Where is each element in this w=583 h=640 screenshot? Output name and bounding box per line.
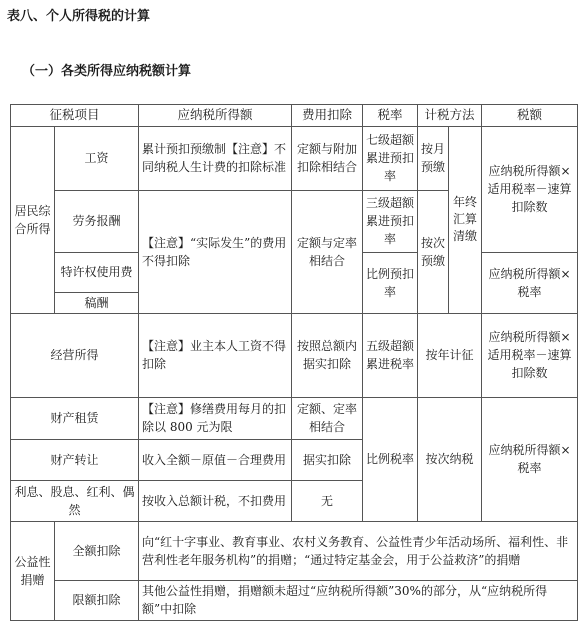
lower-tax: 应纳税所得额×税率 (482, 397, 578, 521)
wage-item: 工资 (55, 126, 139, 190)
interest-income: 按收入总额计税，不扣费用 (139, 480, 292, 521)
header-cell: 计税方法 (418, 105, 482, 127)
transfer-deduction: 据实扣除 (292, 439, 363, 480)
charity-full-label: 全额扣除 (55, 521, 139, 580)
shared-rate: 比例预扣率 (363, 252, 418, 313)
business-tax: 应纳税所得额×适用税率－速算扣除数 (482, 313, 578, 397)
header-cell: 税额 (482, 105, 578, 127)
table-row (11, 397, 578, 439)
wage-income: 累计预扣预缴制【注意】不同纳税人生计费的扣除标准 (139, 126, 292, 190)
royalty-tax: 应纳税所得额×税率 (482, 252, 578, 313)
wage-tax: 应纳税所得额×适用税率－速算扣除数 (482, 126, 578, 252)
business-method: 按年计征 (418, 313, 482, 397)
royalty-item: 特许权使用费 (55, 252, 139, 292)
business-income: 【注意】业主本人工资不得扣除 (139, 313, 292, 397)
shared-deduction: 定额与定率相结合 (292, 190, 363, 313)
tax-calculation-table (10, 104, 578, 621)
lease-item: 财产租赁 (11, 397, 139, 439)
business-rate: 五级超额累进税率 (363, 313, 418, 397)
labor-method: 按次预缴 (418, 190, 449, 313)
table-row (11, 313, 578, 397)
wage-rate: 七级超额累进预扣率 (363, 126, 418, 190)
charity-limit-text: 其他公益性捐赠，捐赠额未超过“应纳税所得额”30%的部分，从“应纳税所得额”中扣除 (139, 580, 578, 620)
wage-method: 按月预缴 (418, 126, 449, 190)
header-cell: 应纳税所得额 (139, 105, 292, 127)
charity-label: 公益性捐赠 (11, 521, 55, 620)
shared-income: 【注意】“实际发生”的费用不得扣除 (139, 190, 292, 313)
header-row (11, 105, 578, 127)
page-title: 表八、个人所得税的计算 (7, 9, 151, 24)
lower-method: 按次纳税 (418, 397, 482, 521)
resident-label: 居民综合所得 (11, 126, 55, 313)
table-row (11, 521, 578, 580)
charity-full-text: 向“红十字事业、教育事业、农村义务教育、公益性青少年活动场所、福利性、非营利性老年服务机构”的捐赠；“通过特定基金会，用于公益救济”的捐赠 (139, 521, 578, 580)
lower-rate: 比例税率 (363, 397, 418, 521)
labor-rate: 三级超额累进预扣率 (363, 190, 418, 252)
business-item: 经营所得 (11, 313, 139, 397)
header-cell: 征税项目 (11, 105, 139, 127)
table-row (11, 126, 578, 190)
transfer-item: 财产转让 (11, 439, 139, 480)
charity-limit-label: 限额扣除 (55, 580, 139, 620)
table-row (11, 580, 578, 620)
transfer-income: 收入全额－原值－合理费用 (139, 439, 292, 480)
annual-settlement: 年终汇算清缴 (449, 126, 482, 313)
interest-deduction: 无 (292, 480, 363, 521)
header-cell: 费用扣除 (292, 105, 363, 127)
lease-income: 【注意】修缮费用每月的扣除以 800 元为限 (139, 397, 292, 439)
lease-deduction: 定额、定率相结合 (292, 397, 363, 439)
wage-deduction: 定额与附加扣除相结合 (292, 126, 363, 190)
section-title: （一）各类所得应纳税额计算 (22, 64, 192, 79)
labor-item: 劳务报酬 (55, 190, 139, 252)
business-deduction: 按照总额内据实扣除 (292, 313, 363, 397)
interest-item: 利息、股息、红利、偶然 (11, 480, 139, 521)
header-cell: 税率 (363, 105, 418, 127)
manuscript-item: 稿酬 (55, 292, 139, 313)
